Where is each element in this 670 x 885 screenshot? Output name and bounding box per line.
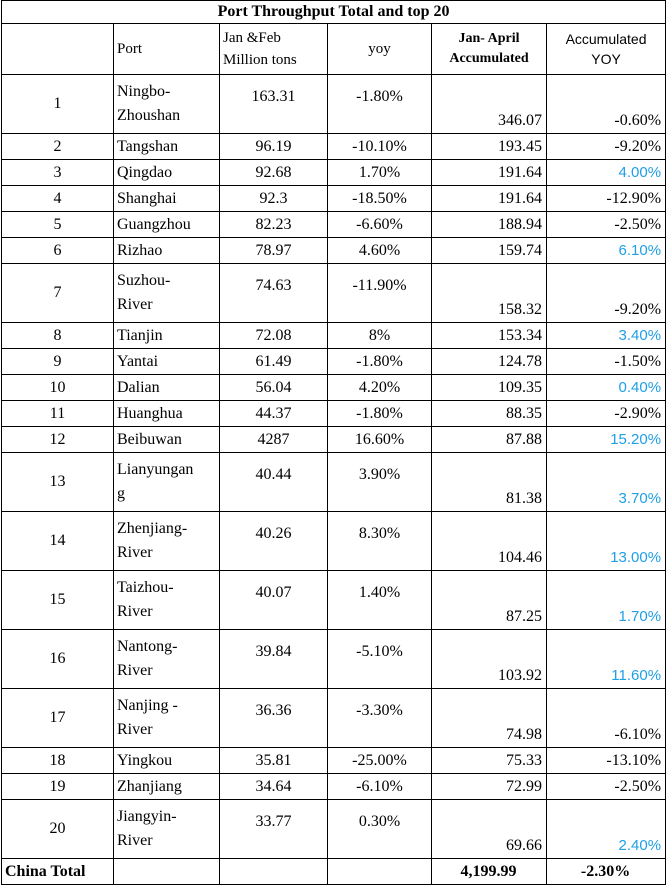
accumulated-yoy-cell: -2.50%: [547, 774, 666, 800]
accumulated-cell: 103.92: [432, 630, 547, 689]
table-row: [2, 323, 666, 349]
port-cell: [114, 375, 220, 401]
port-cell: [114, 323, 220, 349]
accumulated-yoy-cell: -2.90%: [547, 401, 666, 427]
port-name-line2: River: [117, 721, 153, 738]
header-rank: [2, 24, 114, 75]
port-throughput-sheet: [1, 0, 669, 885]
accumulated-cell: 158.32: [432, 264, 547, 323]
table-row: [2, 512, 666, 571]
port-cell: [114, 512, 220, 571]
accumulated-yoy-cell: 3.70%: [547, 453, 666, 512]
accumulated-cell: 346.07: [432, 75, 547, 134]
header-row: [2, 24, 666, 75]
yoy-cell: 1.40%: [328, 571, 432, 630]
accumulated-yoy-cell: 3.40%: [547, 323, 666, 349]
rank-cell: 2: [2, 134, 114, 160]
jan-feb-cell: 35.81: [220, 748, 328, 774]
yoy-cell: 4.60%: [328, 238, 432, 264]
port-name-line1: Shanghai: [117, 189, 177, 207]
accumulated-cell: 191.64: [432, 186, 547, 212]
jan-feb-cell: 36.36: [220, 689, 328, 748]
accumulated-yoy-cell: 15.20%: [547, 427, 666, 453]
accumulated-cell: 124.78: [432, 349, 547, 375]
table-row: [2, 160, 666, 186]
total-empty-yoy: [328, 859, 432, 885]
port-name-line1: Yantai: [117, 352, 159, 370]
accumulated-yoy-cell: -12.90%: [547, 186, 666, 212]
yoy-cell: -18.50%: [328, 186, 432, 212]
table-row: [2, 375, 666, 401]
yoy-cell: -10.10%: [328, 134, 432, 160]
rank-cell: 5: [2, 212, 114, 238]
table-row: [2, 774, 666, 800]
port-name-line1: Qingdao: [117, 163, 173, 181]
yoy-cell: -5.10%: [328, 630, 432, 689]
jan-feb-cell: 40.44: [220, 453, 328, 512]
jan-feb-cell: 44.37: [220, 401, 328, 427]
yoy-cell: -1.80%: [328, 349, 432, 375]
total-accumulated-yoy: -2.30%: [547, 859, 666, 885]
total-label: China Total: [2, 859, 114, 885]
rank-cell: 12: [2, 427, 114, 453]
table-row: [2, 800, 666, 859]
header-port: Port: [114, 24, 220, 75]
rank-cell: 4: [2, 186, 114, 212]
port-name-line2: River: [117, 603, 153, 620]
port-cell: [114, 349, 220, 375]
port-name-line1: Lianyungan: [117, 461, 194, 478]
jan-feb-cell: 61.49: [220, 349, 328, 375]
accumulated-cell: 81.38: [432, 453, 547, 512]
accumulated-cell: 69.66: [432, 800, 547, 859]
rank-cell: 6: [2, 238, 114, 264]
yoy-cell: 16.60%: [328, 427, 432, 453]
port-cell: [114, 630, 220, 689]
table-row: [2, 571, 666, 630]
rank-cell: 11: [2, 401, 114, 427]
table-row: [2, 134, 666, 160]
yoy-cell: -1.80%: [328, 75, 432, 134]
port-name-line2: g: [117, 485, 125, 502]
accumulated-cell: 72.99: [432, 774, 547, 800]
table-row: [2, 238, 666, 264]
table-row: [2, 630, 666, 689]
port-cell: [114, 134, 220, 160]
accumulated-cell: 153.34: [432, 323, 547, 349]
table-title: Port Throughput Total and top 20: [2, 1, 666, 24]
port-name-line1: Tianjin: [117, 326, 163, 344]
table-row: [2, 453, 666, 512]
yoy-cell: 8%: [328, 323, 432, 349]
port-cell: [114, 160, 220, 186]
yoy-cell: 8.30%: [328, 512, 432, 571]
port-name-line1: Zhanjiang: [117, 777, 182, 795]
jan-feb-cell: 72.08: [220, 323, 328, 349]
accumulated-yoy-cell: -9.20%: [547, 264, 666, 323]
port-cell: [114, 75, 220, 134]
port-name-line1: Dalian: [117, 378, 160, 396]
jan-feb-cell: 33.77: [220, 800, 328, 859]
accumulated-cell: 75.33: [432, 748, 547, 774]
accumulated-yoy-cell: -1.50%: [547, 349, 666, 375]
rank-cell: 13: [2, 453, 114, 512]
accumulated-yoy-cell: -6.10%: [547, 689, 666, 748]
port-name-line1: Rizhao: [117, 241, 163, 259]
port-cell: [114, 571, 220, 630]
rank-cell: 9: [2, 349, 114, 375]
accumulated-yoy-cell: 4.00%: [547, 160, 666, 186]
yoy-cell: 0.30%: [328, 800, 432, 859]
port-name-line1: Ningbo-: [117, 83, 171, 100]
table-row: [2, 349, 666, 375]
jan-feb-cell: 39.84: [220, 630, 328, 689]
table-row: [2, 212, 666, 238]
yoy-cell: -1.80%: [328, 401, 432, 427]
yoy-cell: -11.90%: [328, 264, 432, 323]
accumulated-yoy-cell: 13.00%: [547, 512, 666, 571]
port-cell: [114, 401, 220, 427]
accumulated-cell: 193.45: [432, 134, 547, 160]
rank-cell: 20: [2, 800, 114, 859]
port-name-line2: River: [117, 296, 153, 313]
port-name-line1: Yingkou: [117, 751, 173, 769]
jan-feb-cell: 40.26: [220, 512, 328, 571]
table-row: [2, 264, 666, 323]
accumulated-yoy-cell: -0.60%: [547, 75, 666, 134]
port-throughput-table: [1, 0, 666, 885]
total-empty-port: [114, 859, 220, 885]
jan-feb-cell: 78.97: [220, 238, 328, 264]
port-name-line1: Suzhou-: [117, 272, 171, 289]
accumulated-yoy-cell: 6.10%: [547, 238, 666, 264]
port-name-line1: Taizhou-: [117, 579, 174, 596]
port-name-line1: Huanghua: [117, 404, 183, 422]
accumulated-cell: 88.35: [432, 401, 547, 427]
jan-feb-cell: 56.04: [220, 375, 328, 401]
port-cell: [114, 427, 220, 453]
accumulated-cell: 109.35: [432, 375, 547, 401]
jan-feb-cell: 40.07: [220, 571, 328, 630]
header-jan-feb: Jan &Feb Million tons: [220, 24, 328, 75]
accumulated-yoy-cell: -9.20%: [547, 134, 666, 160]
table-row: [2, 401, 666, 427]
header-accumulated-yoy: Accumulated YOY: [547, 24, 666, 75]
port-cell: [114, 748, 220, 774]
rank-cell: 10: [2, 375, 114, 401]
accumulated-yoy-cell: -2.50%: [547, 212, 666, 238]
port-name-line1: Nantong-: [117, 638, 178, 655]
port-cell: [114, 186, 220, 212]
total-accumulated: 4,199.99: [432, 859, 547, 885]
rank-cell: 15: [2, 571, 114, 630]
accumulated-cell: 104.46: [432, 512, 547, 571]
jan-feb-cell: 82.23: [220, 212, 328, 238]
table-row: [2, 427, 666, 453]
header-accumulated: Jan- April Accumulated: [432, 24, 547, 75]
accumulated-yoy-cell: -13.10%: [547, 748, 666, 774]
port-cell: [114, 264, 220, 323]
jan-feb-cell: 96.19: [220, 134, 328, 160]
rank-cell: 8: [2, 323, 114, 349]
jan-feb-cell: 4287: [220, 427, 328, 453]
port-cell: [114, 212, 220, 238]
yoy-cell: -3.30%: [328, 689, 432, 748]
accumulated-yoy-cell: 2.40%: [547, 800, 666, 859]
rank-cell: 3: [2, 160, 114, 186]
rank-cell: 19: [2, 774, 114, 800]
port-name-line2: Zhoushan: [117, 107, 181, 124]
table-row: [2, 75, 666, 134]
rank-cell: 14: [2, 512, 114, 571]
accumulated-yoy-cell: 11.60%: [547, 630, 666, 689]
table-body: [2, 1, 666, 885]
yoy-cell: 1.70%: [328, 160, 432, 186]
total-row: [2, 859, 666, 885]
port-name-line1: Zhenjiang-: [117, 520, 188, 537]
accumulated-cell: 87.88: [432, 427, 547, 453]
port-name-line1: Jiangyin-: [117, 808, 177, 825]
title-row: [2, 1, 666, 24]
yoy-cell: 3.90%: [328, 453, 432, 512]
accumulated-cell: 87.25: [432, 571, 547, 630]
table-row: [2, 186, 666, 212]
port-name-line2: River: [117, 544, 153, 561]
header-yoy: yoy: [328, 24, 432, 75]
jan-feb-cell: 92.3: [220, 186, 328, 212]
rank-cell: 17: [2, 689, 114, 748]
yoy-cell: 4.20%: [328, 375, 432, 401]
port-name-line1: Tangshan: [117, 137, 179, 155]
jan-feb-cell: 163.31: [220, 75, 328, 134]
jan-feb-cell: 74.63: [220, 264, 328, 323]
port-name-line1: Nanjing -: [117, 697, 178, 714]
yoy-cell: -6.10%: [328, 774, 432, 800]
yoy-cell: -6.60%: [328, 212, 432, 238]
port-cell: [114, 774, 220, 800]
jan-feb-cell: 34.64: [220, 774, 328, 800]
jan-feb-cell: 92.68: [220, 160, 328, 186]
port-name-line1: Guangzhou: [117, 215, 191, 233]
port-cell: [114, 238, 220, 264]
accumulated-cell: 74.98: [432, 689, 547, 748]
accumulated-cell: 191.64: [432, 160, 547, 186]
port-name-line1: Beibuwan: [117, 430, 182, 448]
rank-cell: 7: [2, 264, 114, 323]
total-empty-jan-feb: [220, 859, 328, 885]
accumulated-cell: 188.94: [432, 212, 547, 238]
accumulated-yoy-cell: 1.70%: [547, 571, 666, 630]
port-cell: [114, 800, 220, 859]
accumulated-cell: 159.74: [432, 238, 547, 264]
rank-cell: 18: [2, 748, 114, 774]
table-row: [2, 689, 666, 748]
rank-cell: 1: [2, 75, 114, 134]
accumulated-yoy-cell: 0.40%: [547, 375, 666, 401]
table-row: [2, 748, 666, 774]
port-name-line2: River: [117, 662, 153, 679]
port-cell: [114, 689, 220, 748]
yoy-cell: -25.00%: [328, 748, 432, 774]
port-name-line2: River: [117, 832, 153, 849]
rank-cell: 16: [2, 630, 114, 689]
port-cell: [114, 453, 220, 512]
